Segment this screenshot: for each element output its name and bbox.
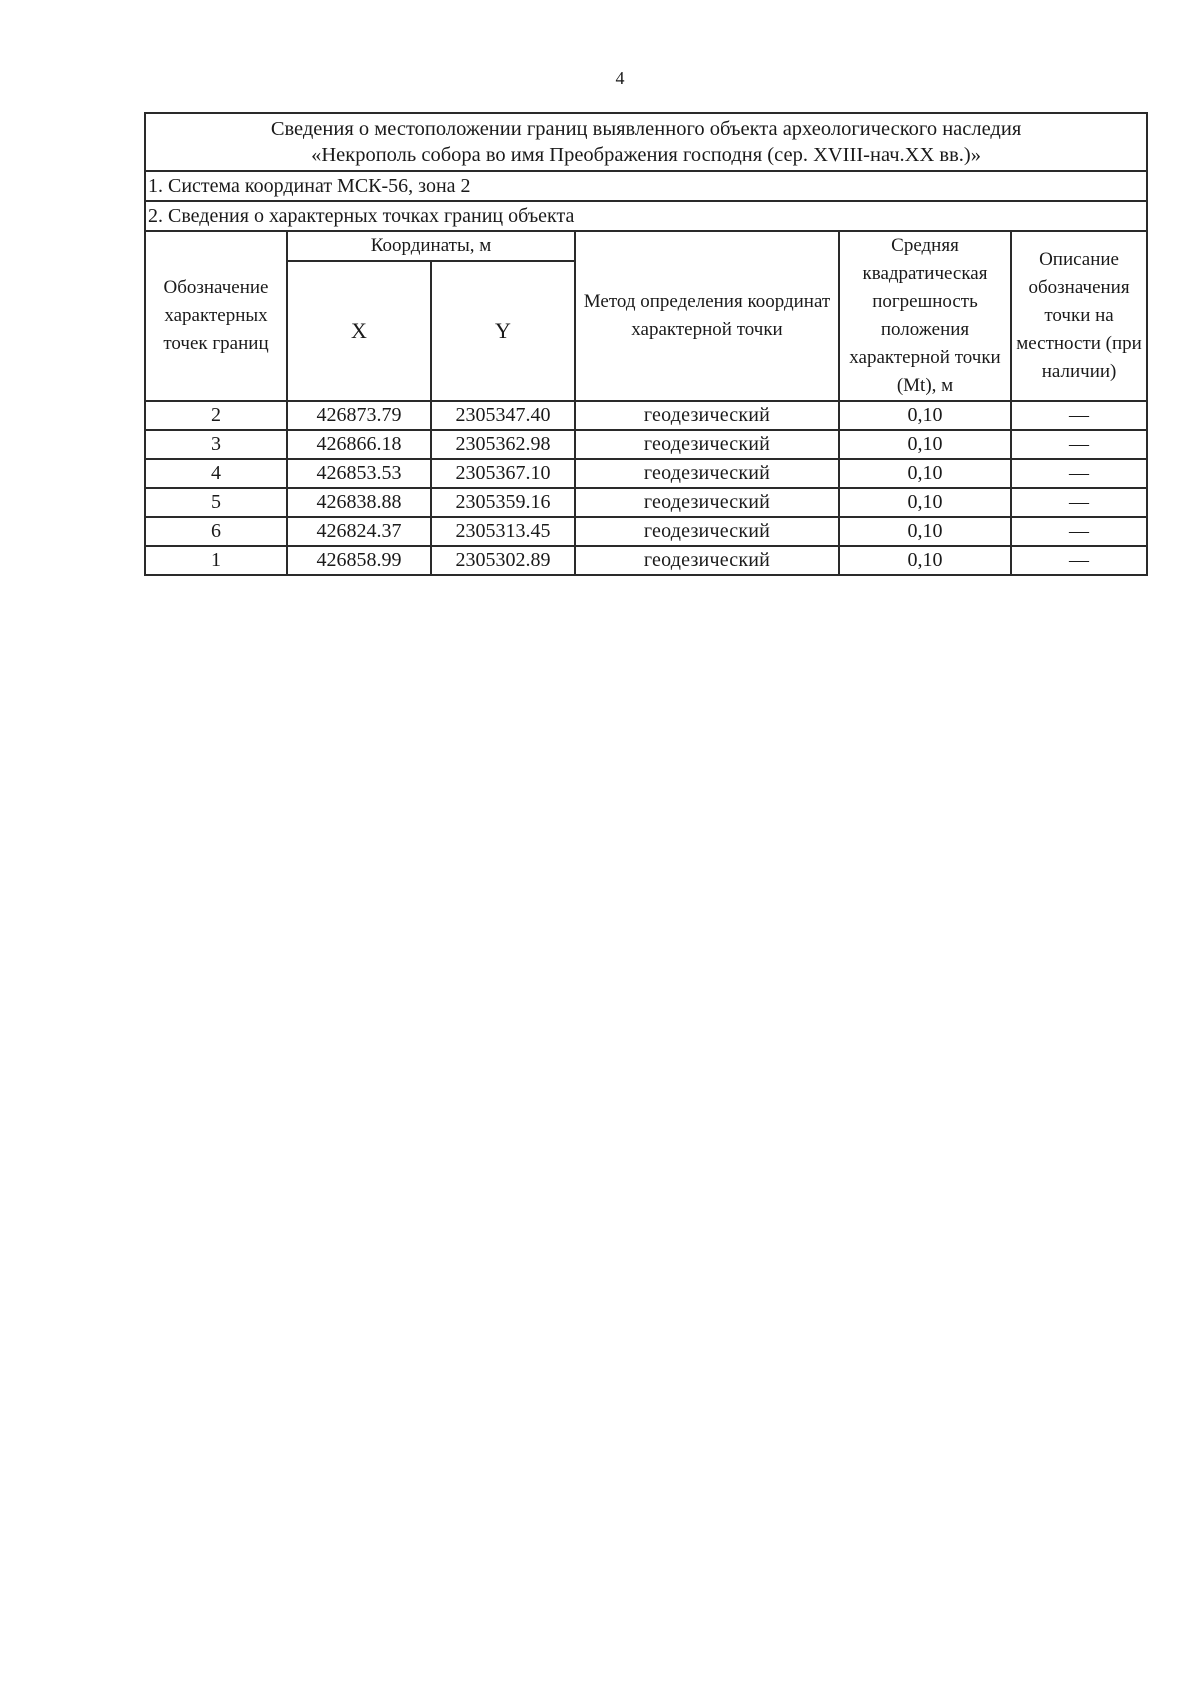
cell-point: 5 bbox=[145, 488, 287, 517]
header-coords: Координаты, м bbox=[287, 231, 575, 261]
points-section-row bbox=[145, 201, 1147, 231]
cell-y: 2305367.10 bbox=[431, 459, 575, 488]
cell-method: геодезический bbox=[575, 430, 839, 459]
cell-description: — bbox=[1011, 401, 1147, 430]
cell-error: 0,10 bbox=[839, 430, 1011, 459]
cell-y: 2305359.16 bbox=[431, 488, 575, 517]
cell-y: 2305347.40 bbox=[431, 401, 575, 430]
table-title-row bbox=[145, 113, 1147, 171]
header-error: Средняя квадратическая погрешность положения характерной точки (Mt), м bbox=[839, 231, 1011, 401]
cell-method: геодезический bbox=[575, 401, 839, 430]
cell-x: 426838.88 bbox=[287, 488, 431, 517]
cell-error: 0,10 bbox=[839, 517, 1011, 546]
cell-error: 0,10 bbox=[839, 459, 1011, 488]
page-number: 4 bbox=[615, 68, 625, 88]
header-description: Описание обозначения точки на местности (при наличии) bbox=[1011, 231, 1147, 401]
cell-method: геодезический bbox=[575, 517, 839, 546]
cell-x: 426853.53 bbox=[287, 459, 431, 488]
cell-x: 426866.18 bbox=[287, 430, 431, 459]
table-row bbox=[145, 430, 1147, 459]
points-section-heading: 2. Сведения о характерных точках границ объекта bbox=[145, 201, 1147, 231]
table-title bbox=[145, 113, 1147, 171]
cell-point: 4 bbox=[145, 459, 287, 488]
header-y: Y bbox=[431, 261, 575, 401]
header-x: X bbox=[287, 261, 431, 401]
table-row bbox=[145, 459, 1147, 488]
cell-x: 426858.99 bbox=[287, 546, 431, 575]
cell-point: 1 bbox=[145, 546, 287, 575]
cell-x: 426824.37 bbox=[287, 517, 431, 546]
cell-y: 2305313.45 bbox=[431, 517, 575, 546]
header-method: Метод определения координат характерной точки bbox=[575, 231, 839, 401]
cell-y: 2305362.98 bbox=[431, 430, 575, 459]
header-point: Обозначение характерных точек границ bbox=[145, 231, 287, 401]
cell-description: — bbox=[1011, 430, 1147, 459]
cell-error: 0,10 bbox=[839, 546, 1011, 575]
cell-method: геодезический bbox=[575, 488, 839, 517]
cell-error: 0,10 bbox=[839, 488, 1011, 517]
cell-description: — bbox=[1011, 488, 1147, 517]
table-row bbox=[145, 488, 1147, 517]
table-row bbox=[145, 546, 1147, 575]
cell-description: — bbox=[1011, 546, 1147, 575]
header-row-1 bbox=[145, 231, 1147, 261]
cell-point: 3 bbox=[145, 430, 287, 459]
cell-method: геодезический bbox=[575, 546, 839, 575]
boundary-points-table bbox=[144, 112, 1148, 576]
cell-description: — bbox=[1011, 517, 1147, 546]
cell-error: 0,10 bbox=[839, 401, 1011, 430]
cell-point: 6 bbox=[145, 517, 287, 546]
coordinate-system: 1. Система координат МСК-56, зона 2 bbox=[145, 171, 1147, 201]
cell-point: 2 bbox=[145, 401, 287, 430]
cell-description: — bbox=[1011, 459, 1147, 488]
table-title-line-2: «Некрополь собора во имя Преображения господня (сер. XVIII-нач.XX вв.)» bbox=[311, 144, 981, 166]
table-title-line-1: Сведения о местоположении границ выявленного объекта археологического наследия bbox=[270, 118, 1022, 140]
cell-method: геодезический bbox=[575, 459, 839, 488]
table-row bbox=[145, 401, 1147, 430]
cell-x: 426873.79 bbox=[287, 401, 431, 430]
table-row bbox=[145, 517, 1147, 546]
coordinate-system-row bbox=[145, 171, 1147, 201]
cell-y: 2305302.89 bbox=[431, 546, 575, 575]
